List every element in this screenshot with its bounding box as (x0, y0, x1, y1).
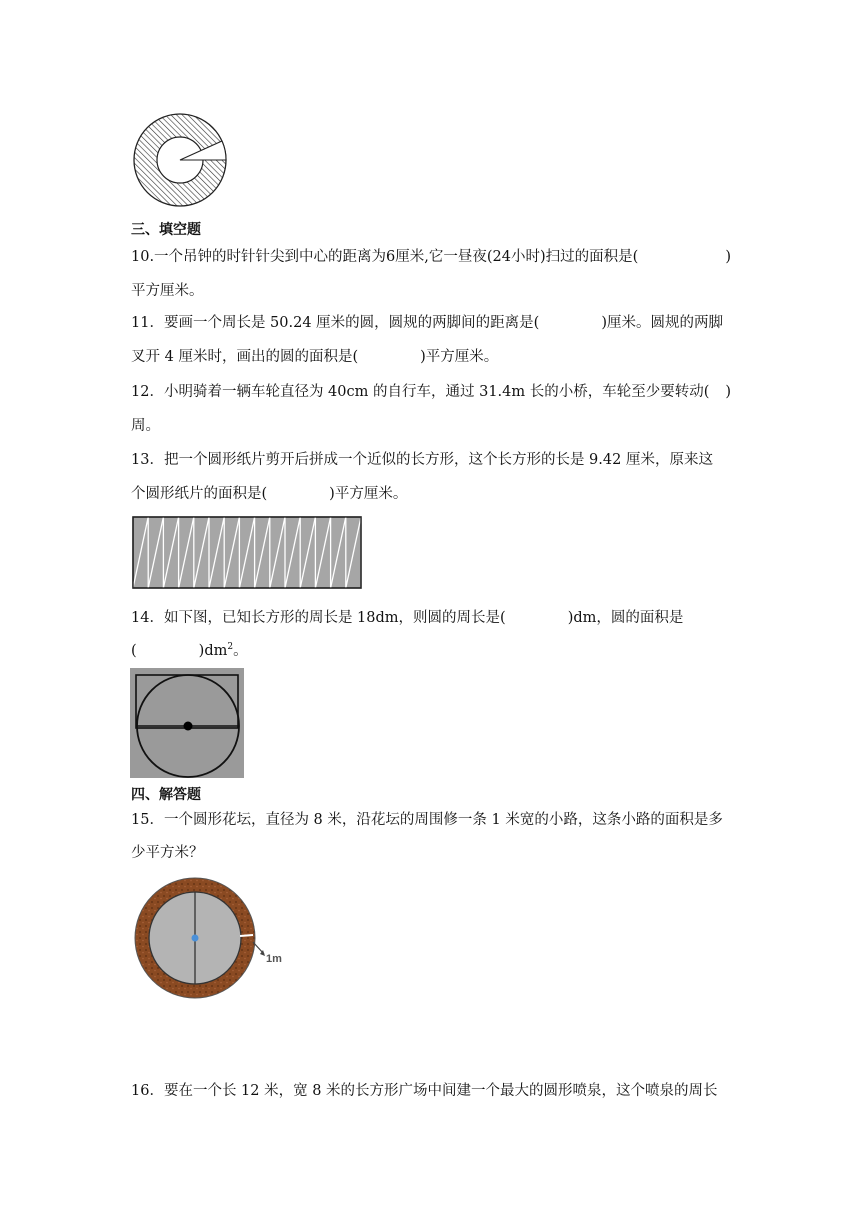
question-11-text-b: )厘米。圆规的两脚 (601, 315, 723, 331)
question-16-line-1: 16．要在一个长 12 米，宽 8 米的长方形广场中间建一个最大的圆形喷泉，这个喷泉的周长 (131, 1083, 718, 1099)
question-11-line-2 (131, 347, 731, 367)
sector-rectangle-figure (132, 516, 364, 590)
question-14-text-d: )dm (198, 643, 228, 659)
square-exponent: 2 (227, 642, 234, 653)
question-13-line-1: 13．把一个圆形纸片剪开后拼成一个近似的长方形，这个长方形的长是 9.42 厘米，原来这 (131, 452, 713, 468)
question-11-text-d: )平方厘米。 (420, 349, 499, 365)
question-13-text-b: )平方厘米。 (329, 486, 408, 502)
question-14-text-c: ( (131, 643, 137, 659)
section-heading-solve: 四、解答题 (131, 787, 201, 803)
question-12-close-paren: ) (725, 384, 731, 400)
question-14-line-1 (131, 608, 731, 628)
question-15-line-1: 15．一个圆形花坛，直径为 8 米，沿花坛的周围修一条 1 米宽的小路，这条小路的面积是多 (131, 812, 723, 828)
question-14-text-a: 14．如下图，已知长方形的周长是 18dm，则圆的周长是( (131, 610, 506, 626)
question-13-line-2 (131, 484, 731, 504)
question-12-line-2: 周。 (131, 418, 160, 434)
question-10-close-paren: ) (725, 249, 731, 265)
path-width-label: 1m (266, 953, 282, 965)
question-15-line-2: 少平方米？ (131, 845, 204, 861)
question-12-line-1 (131, 382, 731, 402)
question-11-line-1 (131, 313, 731, 333)
question-14-line-2 (131, 641, 731, 661)
annulus-sector-figure (128, 112, 232, 208)
question-11-text-c: 叉开 4 厘米时，画出的圆的面积是( (131, 349, 359, 365)
question-10-line-1 (131, 247, 731, 267)
question-14-text-b: )dm，圆的面积是 (567, 610, 684, 626)
flower-bed-figure (132, 876, 292, 1000)
section-heading-fill-blank: 三、填空题 (131, 222, 201, 238)
question-11-text-a: 11．要画一个周长是 50.24 厘米的圆，圆规的两脚间的距离是( (131, 315, 540, 331)
question-14-text-e: 。 (233, 643, 248, 659)
question-12-text: 12．小明骑着一辆车轮直径为 40cm 的自行车，通过 31.4m 长的小桥，车轮至少要转动( (131, 384, 710, 400)
rectangle-circle-figure (130, 668, 244, 778)
question-13-text-a: 个圆形纸片的面积是( (131, 486, 268, 502)
question-10-text: 10.一个吊钟的时针针尖到中心的距离为6厘米,它一昼夜(24小时)扫过的面积是( (131, 249, 639, 265)
question-10-line-2: 平方厘米。 (131, 283, 204, 299)
